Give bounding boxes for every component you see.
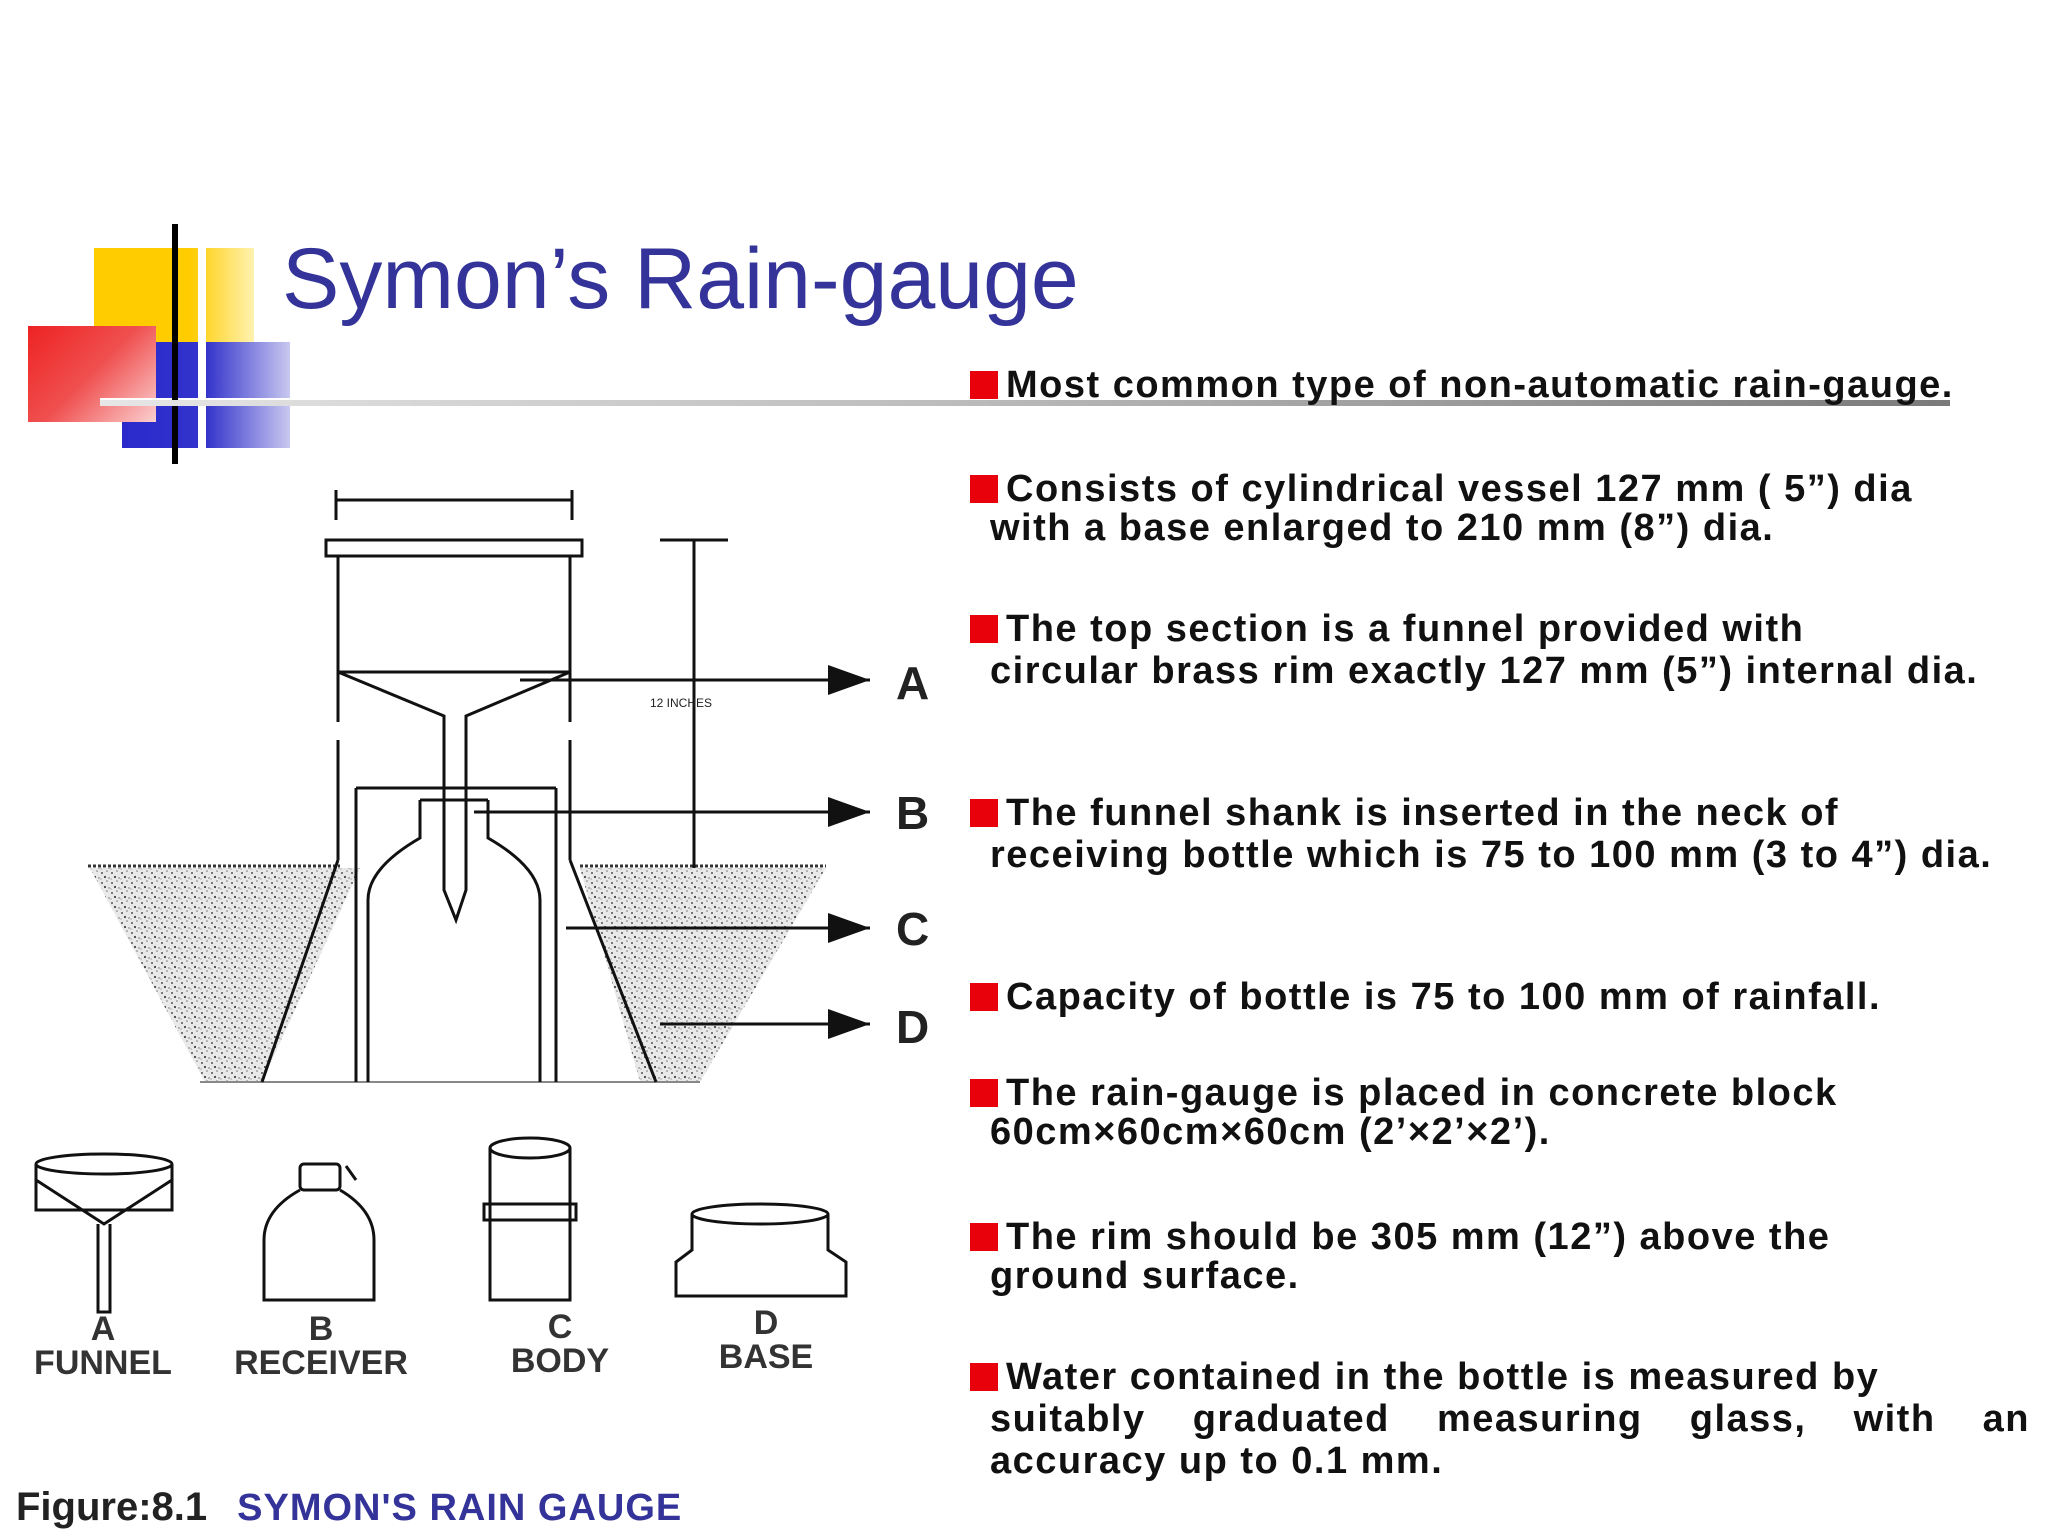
bullet-text: Capacity of bottle is 75 to 100 mm of rainfall. xyxy=(1006,976,1882,1018)
part-body-drawing xyxy=(484,1138,576,1300)
bullet-text: The funnel shank is inserted in the neck of xyxy=(1006,792,1840,834)
bullet-item xyxy=(990,792,2030,876)
bullet-square-icon xyxy=(970,983,998,1011)
figure-number: Figure:8.1 xyxy=(16,1485,208,1529)
arrow-label-b: B xyxy=(896,787,930,839)
part-name: BODY xyxy=(510,1342,610,1380)
part-letter: C xyxy=(547,1308,573,1346)
receiving-bottle xyxy=(368,800,540,1082)
part-name: BASE xyxy=(718,1338,814,1376)
part-letter: A xyxy=(90,1310,116,1348)
bullet-text: The rim should be 305 mm (12”) above the xyxy=(1006,1216,1831,1258)
bullet-square-icon xyxy=(970,1223,998,1251)
part-base-drawing xyxy=(676,1204,846,1296)
part-funnel-drawing xyxy=(36,1154,172,1312)
part-label-funnel xyxy=(18,1312,188,1380)
bullet-item xyxy=(990,1074,2030,1152)
figure-title: SYMON'S RAIN GAUGE xyxy=(237,1487,683,1529)
bullet-item xyxy=(990,608,2030,692)
slide-title: Symon’s Rain-gauge xyxy=(282,231,1079,327)
part-label-body xyxy=(490,1310,630,1378)
arrow-label-c: C xyxy=(896,903,930,955)
part-name: RECEIVER xyxy=(234,1344,408,1382)
part-label-receiver xyxy=(216,1312,426,1380)
bullet-text-continued: ground surface. xyxy=(990,1255,1300,1297)
bullet-text-continued: with a base enlarged to 210 mm (8”) dia. xyxy=(990,507,1775,549)
bullet-item xyxy=(990,1218,2030,1296)
bullet-item xyxy=(990,978,2030,1017)
bullet-square-icon xyxy=(970,475,998,503)
bullet-text: Consists of cylindrical vessel 127 mm ( 5”) dia xyxy=(1006,468,1913,510)
part-label-base xyxy=(696,1306,836,1374)
bullet-item xyxy=(990,470,2030,548)
part-name: FUNNEL xyxy=(34,1344,172,1382)
arrow-label-a: A xyxy=(896,657,930,709)
bullet-text-continued: suitably graduated measuring glass, with an accuracy up to 0.1 mm. xyxy=(990,1398,2030,1482)
bullet-text-continued: receiving bottle which is 75 to 100 mm (3 to 4”) dia. xyxy=(990,834,1993,876)
bullet-item xyxy=(990,1356,2030,1482)
bullet-text: The rain-gauge is placed in concrete block xyxy=(1006,1072,1838,1114)
bullet-text-continued: circular brass rim exactly 127 mm (5”) internal dia. xyxy=(990,650,1979,692)
top-dimension-line xyxy=(336,490,572,520)
concrete-block xyxy=(88,866,826,1082)
part-letter: B xyxy=(308,1310,334,1348)
part-receiver-drawing xyxy=(264,1164,374,1300)
bullet-square-icon xyxy=(970,799,998,827)
dimension-label: 12 INCHES xyxy=(650,696,713,710)
bullet-square-icon xyxy=(970,371,998,399)
bullet-text-continued: 60cm×60cm×60cm (2’×2’×2’). xyxy=(990,1111,1551,1153)
figure-caption xyxy=(16,1485,682,1530)
bullet-item xyxy=(990,366,2030,405)
bullet-square-icon xyxy=(970,615,998,643)
bullet-square-icon xyxy=(970,1363,998,1391)
bullet-square-icon xyxy=(970,1079,998,1107)
arrow-label-d: D xyxy=(896,1001,930,1053)
bullet-text: Most common type of non-automatic rain-gauge. xyxy=(1006,364,1954,406)
bullet-text: The top section is a funnel provided with xyxy=(1006,608,1805,650)
bullet-text: Water contained in the bottle is measured by xyxy=(1006,1356,1880,1398)
part-letter: D xyxy=(753,1304,779,1342)
